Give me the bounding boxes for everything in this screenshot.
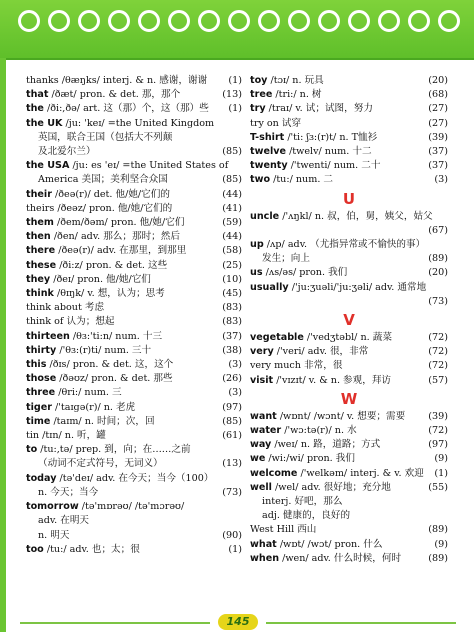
entry-page-ref: (39) [426,131,448,145]
entry-page-ref: (55) [426,481,448,495]
entry-definition: /ði:z/ pron. & det. 这些 [56,259,168,271]
entry-definition: /'vedʒtəbl/ n. 蔬菜 [303,332,392,344]
entry-page-ref: (1) [226,543,242,557]
circle-ornament [18,10,40,32]
page-edge-stripe [0,58,6,632]
entry-definition: /tri:/ n. 树 [272,89,322,101]
entry-line [26,500,242,514]
entry-line [250,117,448,131]
entry-page-ref: (44) [220,230,242,244]
entry-definition: /tə'deɪ/ adv. 在今天；当今（100） [56,472,214,484]
entry-headword: us [250,267,263,279]
entry-page-ref: (85) [220,145,242,159]
entry-line [26,273,242,287]
entry-headword: we [250,453,266,465]
entry-page-ref: (13) [220,88,242,102]
glossary-entry [26,386,242,400]
glossary-entry [250,266,448,280]
entry-definition: /'ju:ʒuəli/'ju:ʒəli/ adv. 通常地 [288,281,427,293]
entry-page-ref: (3) [432,173,448,187]
entry-page-ref: (72) [426,359,448,373]
entry-headword: two [250,174,271,186]
glossary-entry [26,443,242,471]
entry-definition: /ʌs/əs/ pron. 我们 [262,267,348,279]
entry-line [250,102,448,116]
entry-line [250,374,448,388]
entry-headword: today [26,472,57,484]
entry-headword: tomorrow [26,501,79,513]
entry-headword: West Hill [250,524,295,536]
entry-page-ref: (58) [220,244,242,258]
entry-definition: /'taɪgə(r)/ n. 老虎 [51,401,136,413]
entry-headword: tiger [26,401,52,413]
glossary-entry [26,401,242,415]
entry-line [250,210,448,224]
entry-headword: try [250,103,266,115]
entry-page-ref: (38) [220,344,242,358]
entry-headword: uncle [250,210,280,222]
entry-continuation: n. 今天；当今 [38,486,99,498]
entry-headword: toy [250,75,268,86]
entry-line [250,173,448,187]
entry-definition: /ju: es 'eɪ/ =the United States of [69,160,229,172]
entry-line [250,281,448,295]
glossary-entry [250,74,448,88]
glossary-entry [250,238,448,266]
glossary-entry [26,117,242,160]
entry-line [250,452,448,466]
entry-headword: think [26,288,54,300]
entry-headword: try on [250,117,279,129]
entry-line [250,266,448,280]
glossary-entry [250,481,448,524]
glossary-entry [26,472,242,500]
entry-definition: /wen/ adv. 什么时候，何时 [279,552,402,564]
glossary-entry [26,429,242,443]
entry-definition: /ʌp/ adv. （尤指异常或不愉快的事） [263,239,426,251]
entry-definition: /wi:/wi/ pron. 我们 [265,453,355,465]
glossary-entry [250,424,448,438]
entry-headword: too [26,543,44,555]
entry-definition: /ðeə(r)/ adv. 在那里，到那里 [55,245,187,257]
entry-line [250,238,448,252]
entry-headword: thirteen [26,330,70,342]
glossary-entry [250,359,448,373]
entry-definition: /tu:/ num. 二 [270,174,334,186]
glossary-entry [26,74,242,88]
glossary-entry [250,410,448,424]
entry-line [26,216,242,230]
glossary-entry [250,331,448,345]
section-letter: U [342,189,356,208]
entry-line [26,244,242,258]
entry-line [26,287,242,301]
entry-line [250,467,448,481]
entry-continuation: 发生；向上 [262,253,310,265]
entry-line [250,538,448,552]
entry-definition: /ju: 'keɪ/ =the United Kingdom [62,117,215,129]
entry-line [250,88,448,102]
entry-headword: that [26,89,49,101]
entry-line [26,415,242,429]
entry-page-ref: (73) [426,295,448,309]
glossary-entry [250,159,448,173]
entry-definition: /ðem/ðəm/ pron. 他/她/它们 [53,217,185,229]
entry-page-ref: (20) [426,74,448,88]
entry-page-ref: (73) [220,486,242,500]
entry-line [26,429,242,443]
entry-line [26,386,242,400]
entry-headword: to [26,444,38,456]
entry-headword: way [250,439,272,451]
glossary-entry [250,145,448,159]
entry-line [26,117,242,131]
glossary-entry [250,88,448,102]
entry-headword: usually [250,281,289,293]
entry-headword: well [250,481,272,493]
entry-definition: /ðæt/ pron. & det. 那，那个 [48,89,181,101]
glossary-entry [250,467,448,481]
entry-line [26,472,242,486]
glossary-entry [26,287,242,301]
circle-ornament [438,10,460,32]
glossary-column-right [250,74,448,566]
entry-line [26,88,242,102]
entry-line [26,301,242,315]
entry-page-ref: (57) [426,374,448,388]
entry-headword: the USA [26,160,70,172]
footer-rule [20,622,210,624]
entry-page-ref: (39) [426,410,448,424]
entry-continuation: America 美国；美利坚合众国 [38,174,168,186]
entry-headword: very much [250,360,301,372]
entry-page-ref: (68) [426,88,448,102]
entry-definition: 非常，很 [300,360,343,372]
entry-headword: twelve [250,146,287,158]
entry-page-ref: (1) [432,467,448,481]
entry-definition: /tu:/ adv. 也；太；很 [43,543,140,555]
entry-headword: those [26,373,57,385]
footer-rule [266,622,456,624]
glossary-entry [250,523,448,537]
glossary-entry [26,188,242,202]
entry-continuation: interj. 好吧，那么 [262,496,343,508]
entry-page-ref: (37) [220,330,242,344]
entry-definition: /traɪ/ v. 试；试图，努力 [265,103,373,115]
entry-page-ref: (3) [226,386,242,400]
entry-continuation: （动词不定式符号，无词义） [38,458,163,470]
entry-definition: /'welkəm/ interj. & v. 欢迎 [297,467,424,479]
entry-line [26,202,242,216]
entry-line [26,443,242,457]
circle-ornament [378,10,400,32]
entry-definition: /wel/ adv. 很好地；充分地 [271,481,391,493]
glossary-entry [26,415,242,429]
glossary-entry [26,230,242,244]
entry-definition: /θɪŋk/ v. 想，认为；思考 [53,288,165,300]
entry-headword: there [26,245,56,257]
entry-continuation: adv. 在明天 [38,515,90,527]
page-number: 145 [218,614,258,630]
entry-page-ref: (13) [220,457,242,471]
entry-line [26,230,242,244]
entry-line [250,523,448,537]
entry-definition: /ðen/ adv. 那么；那时；然后 [50,231,180,243]
entry-line [26,74,242,88]
glossary-entry [26,244,242,258]
entry-definition: /θæŋks/ interj. & n. 感谢，谢谢 [58,75,208,86]
entry-page-ref: (1) [226,102,242,116]
entry-page-ref: (61) [220,429,242,443]
entry-line [250,159,448,173]
entry-line [250,359,448,373]
glossary-entry [250,438,448,452]
header-banner [0,0,474,58]
entry-definition: /'wɔ:tə(r)/ n. 水 [281,425,357,437]
entry-page-ref: (9) [432,452,448,466]
entry-headword: T-shirt [250,131,285,143]
entry-line [26,259,242,273]
entry-page-ref: (72) [426,424,448,438]
entry-definition: /θri:/ num. 三 [55,387,122,399]
entry-definition: /'θɜ:(r)ti/ num. 三十 [56,344,152,356]
circle-ornament [168,10,190,32]
entry-page-ref: (89) [426,252,448,266]
entry-line [250,145,448,159]
entry-headword: they [26,273,51,285]
entry-page-ref: (27) [426,117,448,131]
entry-page-ref: (72) [426,345,448,359]
glossary-entry [250,374,448,388]
glossary-entry [250,552,448,566]
glossary-entry [250,538,448,552]
circle-ornament [78,10,100,32]
entry-headword: what [250,538,277,550]
entry-page-ref: (10) [220,273,242,287]
entry-definition: /'ʌŋkl/ n. 叔，伯，舅，姨父，姑父 [279,210,433,222]
entry-page-ref: (45) [220,287,242,301]
entry-page-ref: (1) [226,74,242,88]
entry-headword: three [26,387,56,399]
circle-ornament [408,10,430,32]
entry-line [250,331,448,345]
glossary-entry [250,281,448,309]
entry-headword: this [26,359,47,371]
glossary-entry [26,358,242,372]
entry-page-ref: (20) [426,266,448,280]
entry-headword: welcome [250,467,298,479]
entry-page-ref: (9) [432,538,448,552]
entry-page-ref: (37) [426,145,448,159]
entry-definition: /tə'mɒrəʊ/ /tə'mɔrəʊ/ [78,501,185,513]
entry-page-ref: (59) [220,216,242,230]
entry-line [26,102,242,116]
entry-definition: /ðəʊz/ pron. & det. 那些 [56,373,173,385]
glossary-entry [250,102,448,116]
entry-definition: /ðeə(r)/ det. 他/她/它们的 [51,188,170,200]
entry-definition: /tu:,tə/ prep. 到，向；在……之前 [37,444,191,456]
section-letter: W [340,389,358,408]
entry-headword: vegetable [250,332,304,344]
entry-definition: /'veri/ adv. 很，非常 [273,346,369,358]
entry-headword: thanks [26,75,59,86]
glossary-entry [250,452,448,466]
glossary-entry [26,273,242,287]
entry-definition: /wɒt/ /wɔt/ pron. 什么 [276,538,383,550]
glossary-entry [26,301,242,315]
entry-definition: /taɪm/ n. 时间；次，回 [50,415,155,427]
circle-ornament [198,10,220,32]
glossary-entry [26,500,242,543]
glossary-entry [250,210,448,238]
entry-headword: visit [250,374,274,386]
entry-page-ref: (41) [220,202,242,216]
entry-headword: very [250,346,274,358]
entry-headword: tree [250,89,273,101]
entry-definition: 西山 [294,524,317,536]
entry-definition: /'ti: ʃɜ:(r)t/ n. T恤衫 [284,131,378,143]
entry-line [26,188,242,202]
circle-ornament [348,10,370,32]
entry-definition: /weɪ/ n. 路，道路；方式 [271,439,381,451]
entry-headword: think about [26,302,82,314]
entry-page-ref: (26) [220,372,242,386]
entry-headword: water [250,425,282,437]
entry-headword: their [26,188,52,200]
entry-line [26,543,242,557]
circle-ornament [138,10,160,32]
entry-headword: thirty [26,344,57,356]
page-footer [0,614,474,632]
circle-ornament [318,10,340,32]
glossary-entry [26,372,242,386]
entry-definition: /'twenti/ num. 二十 [287,160,381,172]
entry-headword: theirs [26,202,55,214]
entry-definition: /ði:,ðə/ art. 这（那）个，这（那）些 [43,103,209,115]
entry-headword: the UK [26,117,63,129]
entry-page-ref: (37) [426,159,448,173]
circle-ornament [228,10,250,32]
entry-page-ref: (27) [426,102,448,116]
entry-continuation [250,224,448,238]
entry-headword: when [250,552,280,564]
glossary-entry [250,173,448,187]
entry-line [26,315,242,329]
glossary-column-left [26,74,242,557]
entry-page-ref: (44) [220,188,242,202]
entry-page-ref: (83) [220,315,242,329]
entry-page-ref: (90) [220,529,242,543]
entry-page-ref: (83) [220,301,242,315]
entry-definition: 试穿 [278,117,302,129]
entry-line [26,330,242,344]
entry-line [26,401,242,415]
glossary-entry [26,315,242,329]
glossary-entry [26,259,242,273]
entry-definition: 考虑 [81,302,105,314]
entry-page-ref: (97) [426,438,448,452]
glossary-entry [250,131,448,145]
entry-definition: /twelv/ num. 十二 [286,146,372,158]
entry-definition: /'vɪzɪt/ v. & n. 参观，拜访 [273,374,392,386]
glossary-entry [26,344,242,358]
entry-definition: /ðɪs/ pron. & det. 这，这个 [46,359,174,371]
entry-line [250,552,448,566]
entry-headword: tin [26,430,40,442]
entry-page-ref: (72) [426,331,448,345]
entry-line [26,358,242,372]
circle-ornament [258,10,280,32]
entry-headword: them [26,217,54,229]
entry-line [250,410,448,424]
entry-headword: up [250,239,264,251]
entry-page-ref: (3) [226,358,242,372]
glossary-entry [26,102,242,116]
entry-line [250,481,448,495]
entry-line [250,131,448,145]
entry-page-ref: (85) [220,173,242,187]
entry-headword: think of [26,316,64,328]
entry-line [26,372,242,386]
entry-definition: /ðeəz/ pron. 他/她/它们的 [54,202,173,214]
circle-ornament [108,10,130,32]
entry-page-ref: (89) [426,552,448,566]
entry-headword: these [26,259,57,271]
entry-definition: 认为；想起 [63,316,115,328]
entry-definition: /ðeɪ/ pron. 他/她/它们 [50,273,151,285]
entry-page-ref: (97) [220,401,242,415]
entry-definition: /tɔɪ/ n. 玩具 [267,75,324,86]
glossary-entry [250,345,448,359]
entry-continuation: n. 明天 [38,529,70,541]
entry-line [250,74,448,88]
entry-line [250,424,448,438]
entry-line [250,438,448,452]
entry-line [26,159,242,173]
entry-line [26,344,242,358]
glossary-entry [250,117,448,131]
circle-ornament [288,10,310,32]
circle-ornament [48,10,70,32]
entry-page-ref: (89) [426,523,448,537]
entry-page-ref: (67) [426,224,448,238]
entry-headword: time [26,415,51,427]
glossary-entry [26,202,242,216]
entry-continuation: 英国，联合王国（包括大不列颠 [38,131,173,143]
entry-definition: /θɜ:'ti:n/ num. 十三 [69,330,163,342]
entry-continuation [250,295,448,309]
glossary-entry [26,543,242,557]
entry-definition: /tɪn/ n. 听，罐 [39,430,106,442]
entry-page-ref: (85) [220,415,242,429]
entry-headword: twenty [250,160,288,172]
entry-headword: the [26,103,44,115]
glossary-entry [26,216,242,230]
entry-headword: want [250,410,277,422]
section-letter: V [343,311,355,330]
entry-headword: then [26,231,51,243]
entry-continuation: 及北爱尔兰） [38,146,96,158]
entry-page-ref: (25) [220,259,242,273]
entry-continuation: adj. 健康的，良好的 [262,510,351,522]
entry-definition: /wɒnt/ /wɔnt/ v. 想要；需要 [276,410,406,422]
glossary-entry [26,330,242,344]
entry-line [250,345,448,359]
glossary-entry [26,159,242,187]
glossary-entry [26,88,242,102]
